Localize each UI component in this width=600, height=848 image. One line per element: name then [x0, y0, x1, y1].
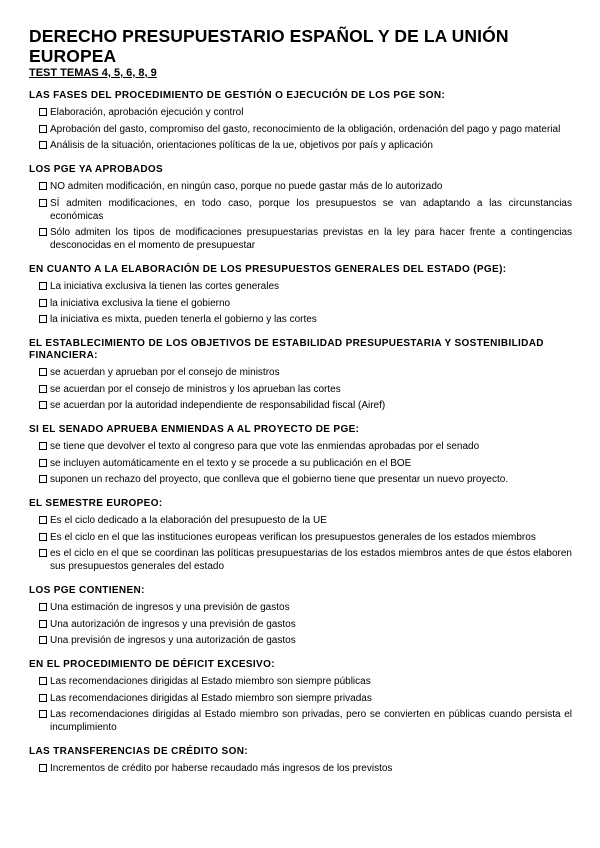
answer-options [29, 440, 572, 486]
answer-option [39, 123, 572, 136]
checkbox-icon[interactable] [39, 401, 47, 409]
answer-option [39, 692, 572, 705]
answer-option-text: Sólo admiten los tipos de modificaciones presupuestarias previstas en la ley para hacer frente a contingencias desconocidas en el momento de presupuestar [50, 227, 572, 251]
question-block [29, 585, 572, 647]
answer-option-text: Es el ciclo dedicado a la elaboración del presupuesto de la UE [50, 515, 327, 526]
answer-option [39, 280, 572, 293]
answer-option-text: se acuerdan por la autoridad independiente de responsabilidad fiscal (Airef) [50, 400, 386, 411]
answer-option-text: Una autorización de ingresos y una previsión de gastos [50, 618, 296, 630]
page-title: DERECHO PRESUPUESTARIO ESPAÑOL Y DE LA UNIÓN EUROPEA [29, 26, 509, 66]
answer-option [39, 440, 572, 453]
checkbox-icon[interactable] [39, 228, 47, 236]
checkbox-icon[interactable] [39, 549, 47, 557]
answer-option [39, 708, 572, 734]
question-title: EL SEMESTRE EUROPEO: [29, 498, 163, 509]
answer-option-text: Las recomendaciones dirigidas al Estado miembro son privadas, pero se convierten en públicas cuando persista el incumplimiento [50, 709, 572, 733]
question-block [29, 164, 572, 252]
question-block [29, 90, 572, 152]
answer-option-text: Análisis de la situación, orientaciones políticas de la ue, objetivos por país y aplicación [50, 140, 433, 151]
checkbox-icon[interactable] [39, 636, 47, 644]
answer-option [39, 618, 572, 631]
answer-options [29, 514, 572, 573]
answer-option-text: Una previsión de ingresos y una autorización de gastos [50, 635, 296, 646]
answer-option [39, 297, 572, 310]
answer-option-text: se acuerdan y aprueban por el consejo de ministros [50, 367, 280, 378]
answer-options [29, 762, 572, 775]
answer-option-text: Las recomendaciones dirigidas al Estado miembro son siempre privadas [50, 692, 372, 704]
question-block [29, 659, 572, 734]
checkbox-icon[interactable] [39, 764, 47, 772]
question-list [29, 90, 572, 775]
answer-option-text: Elaboración, aprobación ejecución y control [50, 107, 244, 118]
answer-options [29, 675, 572, 734]
question-block [29, 338, 572, 412]
answer-option [39, 226, 572, 252]
checkbox-icon[interactable] [39, 282, 47, 290]
answer-option [39, 180, 572, 193]
answer-option-text: se incluyen automáticamente en el texto y se procede a su publicación en el BOE [50, 457, 412, 469]
checkbox-icon[interactable] [39, 315, 47, 323]
answer-option [39, 675, 572, 688]
question-title: EL ESTABLECIMIENTO DE LOS OBJETIVOS DE ESTABILIDAD PRESUPUESTARIA Y SOSTENIBILIDAD FINANCIERA: [29, 338, 544, 361]
checkbox-icon[interactable] [39, 125, 47, 133]
checkbox-icon[interactable] [39, 603, 47, 611]
answer-option-text: La iniciativa exclusiva la tienen las cortes generales [50, 281, 280, 292]
question-block [29, 498, 572, 573]
answer-option [39, 634, 572, 647]
answer-option-text: la iniciativa es mixta, pueden tenerla el gobierno y las cortes [50, 314, 317, 325]
question-block [29, 264, 572, 326]
answer-option [39, 601, 572, 614]
answer-option [39, 313, 572, 326]
checkbox-icon[interactable] [39, 475, 47, 483]
answer-option [39, 473, 572, 486]
answer-option [39, 457, 572, 470]
question-title: LAS FASES DEL PROCEDIMIENTO DE GESTIÓN O EJECUCIÓN DE LOS PGE SON: [29, 90, 446, 101]
answer-option-text: Incrementos de crédito por haberse recaudado más ingresos de los previstos [50, 763, 393, 774]
answer-options [29, 180, 572, 252]
checkbox-icon[interactable] [39, 533, 47, 541]
answer-option-text: SÍ admiten modificaciones, en todo caso, porque los presupuestos se van adaptando a las circunstancias económicas [50, 197, 572, 222]
answer-option [39, 383, 572, 396]
answer-option-text: Es el ciclo en el que las instituciones europeas verifican los presupuestos generales de los estados miembros [50, 531, 536, 543]
answer-option [39, 366, 572, 379]
checkbox-icon[interactable] [39, 141, 47, 149]
question-title: LOS PGE CONTIENEN: [29, 585, 145, 596]
answer-option-text: Una estimación de ingresos y una previsión de gastos [50, 602, 290, 613]
page-subtitle: TEST TEMAS 4, 5, 6, 8, 9 [29, 67, 157, 79]
question-block [29, 746, 572, 775]
checkbox-icon[interactable] [39, 459, 47, 467]
answer-option-text: se acuerdan por el consejo de ministros y los aprueban las cortes [50, 383, 341, 395]
question-title: LOS PGE YA APROBADOS [29, 164, 164, 175]
question-title: EN EL PROCEDIMIENTO DE DÉFICIT EXCESIVO: [29, 659, 275, 670]
answer-option-text: se tiene que devolver el texto al congreso para que vote las enmiendas aprobadas por el senado [50, 441, 480, 452]
question-title: EN CUANTO A LA ELABORACIÓN DE LOS PRESUPUESTOS GENERALES DEL ESTADO (PGE): [29, 264, 507, 275]
answer-option-text: la iniciativa exclusiva la tiene el gobierno [50, 297, 231, 309]
checkbox-icon[interactable] [39, 620, 47, 628]
answer-option [39, 514, 572, 527]
answer-option-text: Aprobación del gasto, compromiso del gasto, reconocimiento de la obligación, ordenación del pago y pago material [50, 123, 561, 135]
checkbox-icon[interactable] [39, 442, 47, 450]
checkbox-icon[interactable] [39, 199, 47, 207]
answer-options [29, 280, 572, 326]
answer-option-text: NO admiten modificación, en ningún caso, porque no puede gastar más de lo autorizado [50, 181, 443, 192]
checkbox-icon[interactable] [39, 299, 47, 307]
checkbox-icon[interactable] [39, 694, 47, 702]
answer-option [39, 547, 572, 573]
answer-option [39, 106, 572, 119]
answer-options [29, 366, 572, 412]
checkbox-icon[interactable] [39, 182, 47, 190]
answer-options [29, 106, 572, 152]
answer-option-text: Las recomendaciones dirigidas al Estado miembro son siempre públicas [50, 676, 371, 687]
checkbox-icon[interactable] [39, 108, 47, 116]
checkbox-icon[interactable] [39, 368, 47, 376]
answer-option [39, 399, 572, 412]
checkbox-icon[interactable] [39, 710, 47, 718]
answer-option [39, 197, 572, 223]
question-title: SI EL SENADO APRUEBA ENMIENDAS A AL PROYECTO DE PGE: [29, 424, 360, 435]
checkbox-icon[interactable] [39, 516, 47, 524]
checkbox-icon[interactable] [39, 677, 47, 685]
answer-option-text: es el ciclo en el que se coordinan las políticas presupuestarias de los estados miembros antes de que éstos elaboren sus presupuestos generales del estado [50, 548, 572, 572]
answer-option [39, 139, 572, 152]
question-title: LAS TRANSFERENCIAS DE CRÉDITO SON: [29, 746, 248, 757]
question-block [29, 424, 572, 486]
answer-options [29, 601, 572, 647]
answer-option [39, 762, 572, 775]
answer-option [39, 531, 572, 544]
checkbox-icon[interactable] [39, 385, 47, 393]
answer-option-text: suponen un rechazo del proyecto, que conlleva que el gobierno tiene que presentar un nuevo proyecto. [50, 474, 509, 485]
